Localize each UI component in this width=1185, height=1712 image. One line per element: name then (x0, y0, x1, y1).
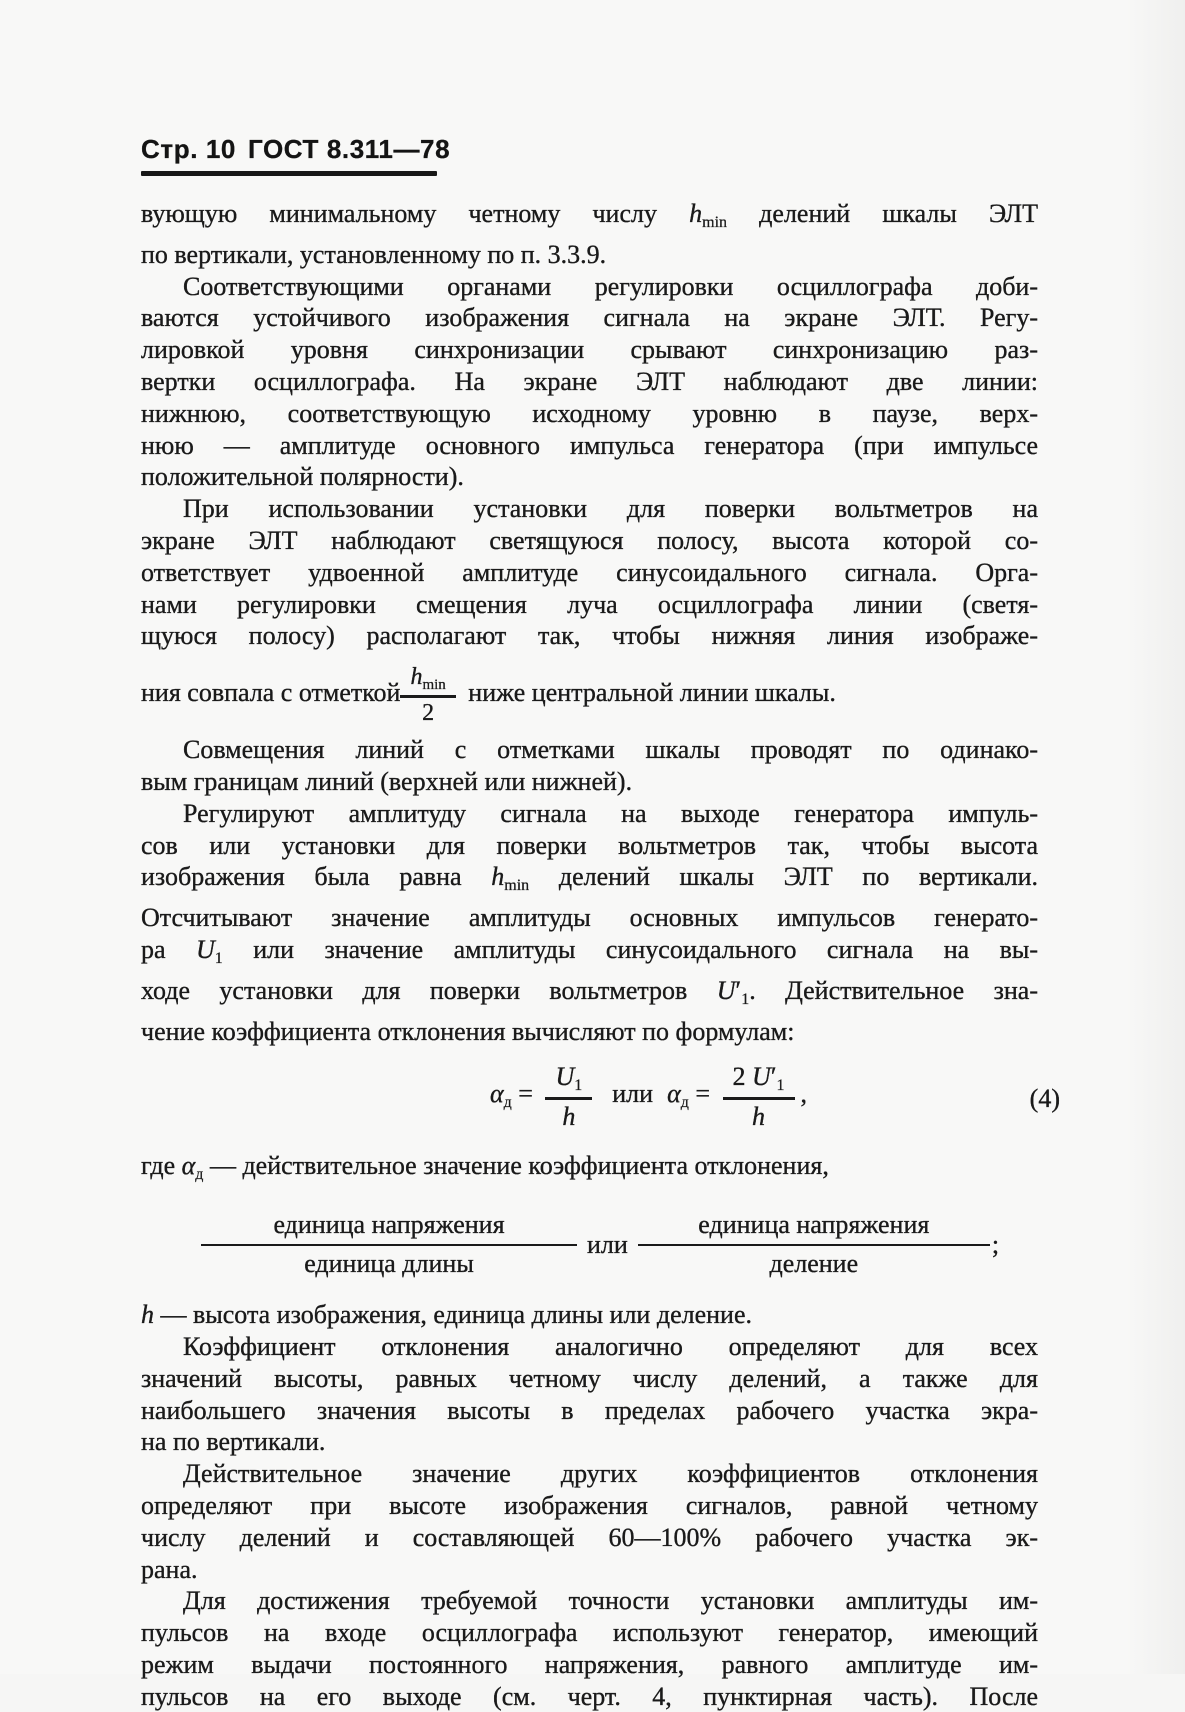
text-line (141, 1649, 1038, 1681)
subscript: 1 (214, 949, 223, 967)
text-line (141, 461, 1038, 493)
text-run: лировкой уровня синхронизации срывают синхронизацию раз- (141, 335, 1038, 365)
fraction-bar (723, 1097, 795, 1100)
units-fraction-voltage-per-length (201, 1209, 577, 1281)
text-run: единица напряжения (698, 1210, 930, 1240)
text-run: по вертикали, установленному по п. 3.3.9. (141, 239, 607, 269)
text-line (141, 798, 1038, 830)
text-run: ра (141, 934, 196, 964)
text-line (141, 239, 1038, 271)
fraction-bar (400, 695, 455, 698)
text-line (141, 1617, 1038, 1649)
fraction-numerator (545, 1062, 592, 1095)
italic-variable: h (689, 199, 703, 228)
text-line (141, 1522, 1038, 1554)
formula-or-label: или (612, 1079, 654, 1109)
text-run: единица длины (304, 1249, 474, 1279)
text-run: 2 (422, 699, 435, 726)
subscript: д (195, 1166, 204, 1184)
text-line (141, 861, 1038, 902)
fraction-bar (201, 1244, 577, 1247)
page-number-label: Стр. 10 (141, 134, 236, 164)
text-run: единица напряжения (273, 1210, 505, 1240)
text-line (141, 1150, 1038, 1191)
units-fraction-definition (141, 1191, 1038, 1299)
text-run: ходе установки для поверки вольтметров (141, 975, 717, 1005)
text-line (141, 589, 1038, 621)
text-line (141, 493, 1038, 525)
fraction-numerator (400, 664, 455, 694)
units-or-label: или (587, 1230, 628, 1260)
text-line (141, 198, 1038, 239)
text-run: ′ (770, 1062, 777, 1092)
italic-variable: U (555, 1062, 575, 1092)
text-run: положительной полярности). (141, 462, 464, 492)
text-run: Коэффициент отклонения аналогично определяют для всех (183, 1331, 1038, 1361)
italic-variable: U (196, 934, 215, 964)
italic-variable: U (752, 1062, 771, 1092)
text-run: — высота изображения, единица длины или деление. (154, 1300, 752, 1330)
text-run: = (511, 1079, 540, 1109)
text-line (141, 902, 1038, 934)
text-run: Совмещения линий с отметками шкалы проводят по одинако- (183, 735, 1038, 765)
formula-comma: , (800, 1079, 807, 1109)
subscript: д (680, 1094, 689, 1112)
inline-fraction-hmin-over-2 (400, 664, 455, 727)
text-line (141, 271, 1038, 303)
subscript: min (504, 877, 530, 895)
fraction-denominator (412, 700, 444, 727)
italic-variable: h (410, 663, 423, 690)
text-line (141, 1299, 1038, 1331)
text-run: делений шкалы ЭЛТ (727, 199, 1038, 228)
units-fraction-voltage-per-division (638, 1209, 990, 1281)
italic-variable: α (667, 1079, 681, 1109)
text-run: — действительное значение коэффициента отклонения, (203, 1151, 829, 1181)
text-line (141, 934, 1038, 975)
text-run: Для достижения требуемой точности установки амплитуды им- (183, 1586, 1038, 1616)
text-run: . Действительное зна- (749, 975, 1038, 1005)
text-run: сов или установки для поверки вольтметров так, чтобы высота (141, 830, 1038, 860)
italic-variable: h (752, 1101, 766, 1131)
header-title (141, 134, 450, 165)
text-line (141, 1585, 1038, 1617)
text-line (141, 366, 1038, 398)
text-line (141, 1490, 1038, 1522)
standard-number-label: ГОСТ 8.311—78 (247, 134, 451, 164)
text-run: нами регулировки смещения луча осциллографа линии (светя- (141, 589, 1038, 619)
text-run: ниже центральной линии шкалы. (461, 678, 836, 708)
document-body (141, 198, 1060, 1712)
text-run: определяют при высоте изображения сигналов, равной четному (141, 1490, 1038, 1520)
text-run: экране ЭЛТ наблюдают светящуюся полосу, высота которой со- (141, 525, 1038, 555)
fraction-bar (545, 1097, 592, 1100)
fraction-numerator (688, 1209, 939, 1242)
text-run: пульсов на его выходе (см. черт. 4, пунктирная часть). После (141, 1681, 1038, 1711)
text-run: рана. (141, 1554, 198, 1584)
text-run: щуюся полосу) располагают так, чтобы нижняя линия изображе- (141, 621, 1038, 651)
text-run: деление (769, 1249, 859, 1279)
text-run: ваются устойчивого изображения сигнала на экране ЭЛТ. Регу- (141, 303, 1038, 333)
text-line (141, 1363, 1038, 1395)
text-line (141, 975, 1038, 1016)
fraction-denominator (294, 1248, 484, 1281)
text-run: ответствует удвоенной амплитуде синусоидального сигнала. Орга- (141, 557, 1038, 587)
text-run: = (688, 1079, 717, 1109)
text-run: значений высоты, равных четному числу делений, а также для (141, 1363, 1038, 1393)
text-run: Отсчитывают значение амплитуды основных импульсов генерато- (141, 903, 1038, 933)
subscript: min (422, 676, 446, 693)
subscript: 1 (776, 1077, 785, 1095)
text-run: делений шкалы ЭЛТ по вертикали. (529, 862, 1038, 892)
text-run: режим выдачи постоянного напряжения, равного амплитуде им- (141, 1649, 1038, 1679)
italic-variable: α (490, 1079, 504, 1109)
units-semicolon: ; (991, 1230, 1000, 1260)
italic-variable: h (491, 862, 505, 892)
text-line (141, 525, 1038, 557)
text-run: 2 (732, 1062, 753, 1092)
text-run: вертки осциллографа. На экране ЭЛТ наблюдают две линии: (141, 366, 1038, 396)
italic-variable: h (562, 1101, 576, 1131)
fraction-denominator (759, 1248, 868, 1281)
fraction-numerator (723, 1062, 795, 1095)
text-line (141, 1426, 1038, 1458)
fraction-numerator (263, 1209, 514, 1242)
text-run: наибольшего значения высоты в пределах рабочего участка экра- (141, 1395, 1038, 1425)
text-run: При использовании установки для поверки вольтметров на (183, 494, 1038, 524)
subscript: min (702, 214, 728, 231)
subscript: 1 (741, 990, 750, 1008)
fraction-bar (638, 1244, 990, 1247)
text-run: Регулируют амплитуду сигнала на выходе генератора импуль- (183, 798, 1038, 828)
text-run: или значение амплитуды синусоидального сигнала на вы- (222, 934, 1038, 964)
text-line (141, 430, 1038, 462)
subscript: 1 (574, 1077, 583, 1095)
text-line (141, 302, 1038, 334)
text-line (141, 334, 1038, 366)
text-run: нюю — амплитуде основного импульса генератора (при импульсе (141, 430, 1038, 460)
text-line (141, 557, 1038, 589)
text-run: Действительное значение других коэффициентов отклонения (183, 1459, 1038, 1489)
text-run: пульсов на входе осциллографа используют генератор, имеющий (141, 1618, 1038, 1648)
text-line (141, 1554, 1038, 1586)
page-header (141, 134, 450, 176)
formula-number: (4) (1029, 1083, 1060, 1113)
text-run: нижнюю, соответствующую исходному уровню в паузе, верх- (141, 398, 1038, 428)
text-run: изображения была равна (141, 862, 492, 892)
text-run: где (141, 1151, 182, 1181)
fraction-denominator (742, 1102, 775, 1131)
italic-variable: α (181, 1151, 196, 1181)
text-run: вым границам линий (верхней или нижней). (141, 766, 633, 796)
text-line (141, 766, 1038, 798)
text-run: чение коэффициента отклонения вычисляют по формулам: (141, 1016, 795, 1046)
text-run: ′ (735, 975, 742, 1005)
text-line (141, 1681, 1038, 1712)
text-line (141, 734, 1038, 766)
text-run: вующую минимальному четному числу (141, 199, 690, 228)
formula-fraction-2u1-over-h (723, 1062, 795, 1131)
text-line-with-fraction (141, 652, 1038, 734)
text-line (141, 1458, 1038, 1490)
text-run: числу делений и составляющей 60—100% рабочего участка эк- (141, 1522, 1038, 1552)
text-line (141, 398, 1038, 430)
text-line (141, 620, 1038, 652)
text-run: ния совпала с отметкой (141, 678, 401, 708)
text-run: Соответствующими органами регулировки осциллографа доби- (183, 271, 1038, 301)
text-line (141, 1016, 1038, 1048)
formula-fraction-u1-over-h (545, 1062, 592, 1131)
subscript: д (503, 1094, 512, 1112)
fraction-denominator (552, 1102, 585, 1131)
text-line (141, 1395, 1038, 1427)
text-run: на по вертикали. (141, 1427, 326, 1457)
italic-variable: h (141, 1300, 154, 1330)
header-rule (141, 171, 437, 176)
text-line (141, 1331, 1038, 1363)
text-line (141, 830, 1038, 862)
formula-4 (141, 1047, 1060, 1150)
italic-variable: U (716, 975, 736, 1005)
